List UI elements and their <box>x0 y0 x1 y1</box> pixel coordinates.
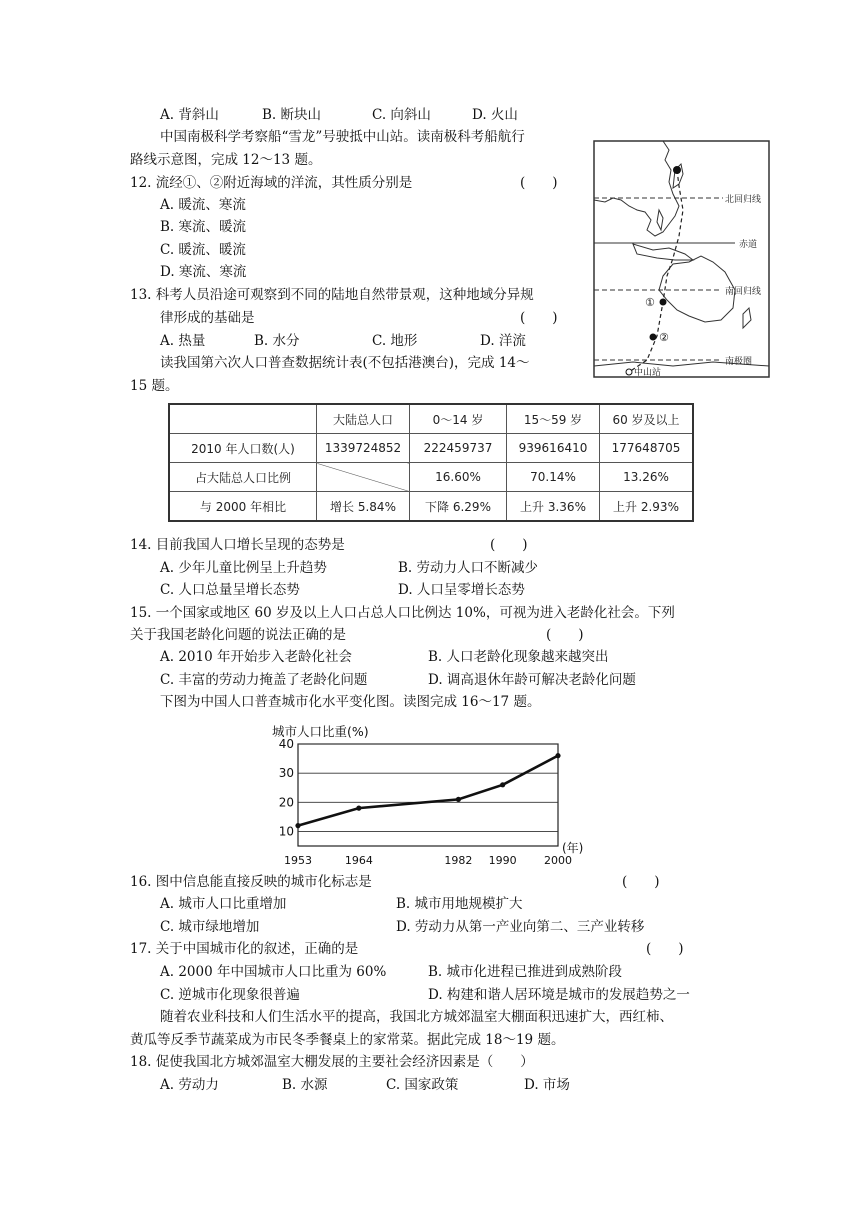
q16-answer-blank: ( ) <box>622 874 660 890</box>
table-header-cell: 15～59 岁 <box>507 404 600 434</box>
q13-option-b: B. 水分 <box>254 333 300 349</box>
label-tropic-north: 北回归线 <box>725 195 762 205</box>
q16-option-a: A. 城市人口比重增加 <box>160 896 287 912</box>
x-tick-label: 2000 <box>544 854 572 867</box>
table-cell: 13.26% <box>600 463 694 492</box>
q14-option-d: D. 人口呈零增长态势 <box>398 582 525 598</box>
q15-answer-blank: ( ) <box>546 627 584 643</box>
option-c: C. 向斜山 <box>372 107 431 123</box>
series-line <box>298 756 558 826</box>
q15-option-d: D. 调高退休年龄可解决老龄化问题 <box>428 672 636 688</box>
x-tick-label: 1990 <box>488 854 517 867</box>
q12-stem: 12. 流经①、②附近海域的洋流，其性质分别是 <box>130 175 413 191</box>
table-cell: 2010 年人口数(人) <box>169 434 317 463</box>
route-map <box>593 140 770 378</box>
y-tick-label: 20 <box>278 795 294 810</box>
q17-option-c: C. 逆城市化现象很普遍 <box>160 987 300 1003</box>
q15-stem-line2: 关于我国老龄化问题的说法正确的是 <box>130 627 346 643</box>
point-1-icon <box>660 299 667 306</box>
table-header-cell: 大陆总人口 <box>317 404 410 434</box>
table-header-cell: 0～14 岁 <box>410 404 507 434</box>
table-row <box>169 463 693 492</box>
table-cell: 增长 5.84% <box>317 492 410 522</box>
table-cell: 939616410 <box>507 434 600 463</box>
urbanization-chart <box>268 738 604 868</box>
q18-option-c: C. 国家政策 <box>386 1077 459 1093</box>
table-cell: 177648705 <box>600 434 694 463</box>
intro-18-line2: 黄瓜等反季节蔬菜成为市民冬季餐桌上的家常菜。据此完成 18～19 题。 <box>130 1032 565 1048</box>
y-tick-label: 30 <box>278 766 294 781</box>
marker-1: ① <box>645 296 655 309</box>
intro-14-line1: 读我国第六次人口普查数据统计表(不包括港澳台)，完成 14～ <box>160 355 530 371</box>
label-antarctic-circle: 南极圈 <box>725 357 753 367</box>
option-b: B. 断块山 <box>262 107 322 123</box>
q12-option-a: A. 暖流、寒流 <box>160 197 246 213</box>
data-point <box>295 823 300 828</box>
data-point <box>456 797 461 802</box>
q14-answer-blank: ( ) <box>490 537 528 553</box>
q14-option-c: C. 人口总量呈增长态势 <box>160 582 300 598</box>
intro-12-line2: 路线示意图，完成 12～13 题。 <box>130 152 322 168</box>
x-axis-label: (年) <box>562 841 584 855</box>
label-equator: 赤道 <box>739 240 758 250</box>
q14-stem: 14. 目前我国人口增长呈现的态势是 <box>130 537 345 553</box>
q13-answer-blank: ( ) <box>520 310 558 326</box>
data-point <box>356 806 361 811</box>
intro-12-line1: 中国南极科学考察船“雪龙”号驶抵中山站。读南极科考船航行 <box>160 129 525 145</box>
table-cell: 下降 6.29% <box>410 492 507 522</box>
q17-option-a: A. 2000 年中国城市人口比重为 60% <box>160 964 387 980</box>
q12-option-c: C. 暖流、暖流 <box>160 242 246 258</box>
table-cell: 与 2000 年相比 <box>169 492 317 522</box>
table-cell: 1339724852 <box>317 434 410 463</box>
population-table <box>168 403 694 522</box>
table-header-row <box>169 404 693 434</box>
q17-answer-blank: ( ) <box>646 941 684 957</box>
q13-stem-line2: 律形成的基础是 <box>160 310 255 326</box>
q16-option-d: D. 劳动力从第一产业向第二、三产业转移 <box>396 919 645 935</box>
q15-option-c: C. 丰富的劳动力掩盖了老龄化问题 <box>160 672 368 688</box>
x-tick-label: 1982 <box>444 854 473 867</box>
table-cell: 上升 2.93% <box>600 492 694 522</box>
data-point <box>500 782 505 787</box>
q17-option-d: D. 构建和谐人居环境是城市的发展趋势之一 <box>428 987 690 1003</box>
marker-2: ② <box>659 331 669 344</box>
label-tropic-south: 南回归线 <box>725 287 762 297</box>
q18-option-d: D. 市场 <box>524 1077 570 1093</box>
q17-stem: 17. 关于中国城市化的叙述，正确的是 <box>130 941 359 957</box>
q18-option-b: B. 水源 <box>282 1077 328 1093</box>
table-cell: 上升 3.36% <box>507 492 600 522</box>
q12-option-b: B. 寒流、暖流 <box>160 219 247 235</box>
point-2-icon <box>650 334 657 341</box>
x-tick-label: 1953 <box>284 854 312 867</box>
table-cell: 占大陆总人口比例 <box>169 463 317 492</box>
q17-option-b: B. 城市化进程已推进到成熟阶段 <box>428 964 623 980</box>
table-cell: 70.14% <box>507 463 600 492</box>
y-tick-label: 40 <box>278 738 294 751</box>
table-cell: 222459737 <box>410 434 507 463</box>
start-point-icon <box>673 166 681 174</box>
q16-stem: 16. 图中信息能直接反映的城市化标志是 <box>130 874 372 890</box>
q14-option-b: B. 劳动力人口不断减少 <box>398 560 539 576</box>
table-cell: 16.60% <box>410 463 507 492</box>
intro-18-line1: 随着农业科技和人们生活水平的提高，我国北方城郊温室大棚面积迅速扩大，西红柿、 <box>160 1009 673 1025</box>
q16-option-c: C. 城市绿地增加 <box>160 919 260 935</box>
x-tick-label: 1964 <box>344 854 373 867</box>
q13-option-d: D. 洋流 <box>480 333 526 349</box>
table-header-cell: 60 岁及以上 <box>600 404 694 434</box>
q13-option-a: A. 热量 <box>160 333 206 349</box>
q12-answer-blank: ( ) <box>520 175 558 191</box>
label-zhongshan-station: 中山站 <box>634 368 662 378</box>
intro-16: 下图为中国人口普查城市化水平变化图。读图完成 16～17 题。 <box>160 694 541 710</box>
q13-option-c: C. 地形 <box>372 333 418 349</box>
q14-option-a: A. 少年儿童比例呈上升趋势 <box>160 560 327 576</box>
option-d: D. 火山 <box>472 107 518 123</box>
q15-stem-line1: 15. 一个国家或地区 60 岁及以上人口占总人口比例达 10%，可视为进入老龄化社会。下列 <box>130 605 675 621</box>
station-icon <box>626 369 632 375</box>
q15-option-a: A. 2010 年开始步入老龄化社会 <box>160 649 352 665</box>
q12-option-d: D. 寒流、寒流 <box>160 264 247 280</box>
q16-option-b: B. 城市用地规模扩大 <box>396 896 523 912</box>
q18-stem: 18. 促使我国北方城郊温室大棚发展的主要社会经济因素是（ ） <box>130 1054 534 1070</box>
q18-option-a: A. 劳动力 <box>160 1077 219 1093</box>
data-point <box>555 753 560 758</box>
intro-14-line2: 15 题。 <box>130 378 179 394</box>
plot-frame <box>298 744 558 846</box>
table-row <box>169 492 693 522</box>
y-tick-label: 10 <box>278 824 294 839</box>
q13-stem-line1: 13. 科考人员沿途可观察到不同的陆地自然带景观，这种地域分异规 <box>130 287 534 303</box>
table-header-cell <box>169 404 317 434</box>
q15-option-b: B. 人口老龄化现象越来越突出 <box>428 649 609 665</box>
chart-title: 城市人口比重(%) <box>272 724 369 739</box>
table-row <box>169 434 693 463</box>
table-diagonal-cell <box>317 463 410 492</box>
option-a: A. 背斜山 <box>160 107 219 123</box>
